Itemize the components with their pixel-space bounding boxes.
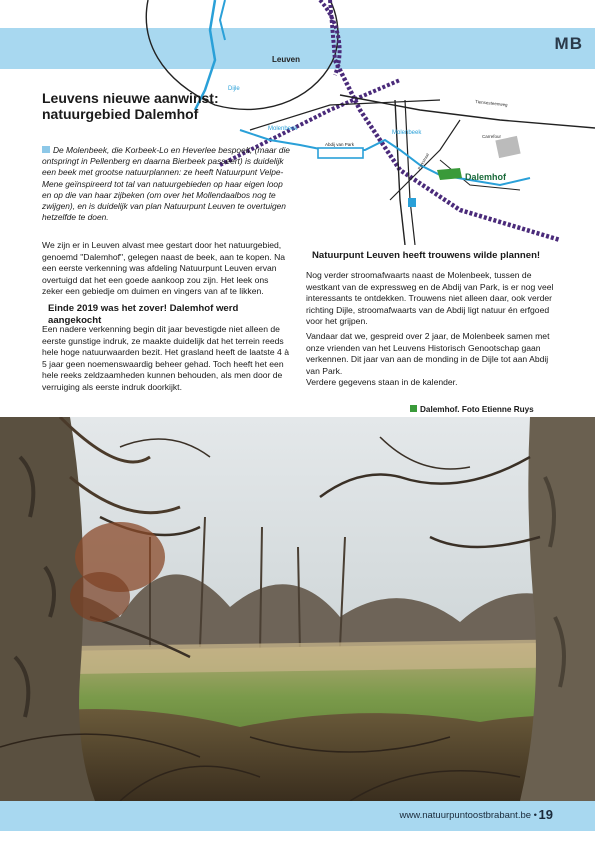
- subheading-2: Natuurpunt Leuven heeft trouwens wilde plannen!: [312, 250, 541, 261]
- paragraph-3: Nog verder stroomafwaarts naast de Molenbeek, tussen de westkant van de expressweg en de Abdij van Park, is er nog veel interessants te ontdekken. Trouwens niet alleen daar, ook verder richting Dijle, stroomafwaarts van de Abdij ligt natuur én erfgoed voor het grijpen.: [306, 270, 554, 327]
- paragraph-4: Vandaar dat we, gespreid over 2 jaar, de Molenbeek samen met onze vrienden van het Leuvens Historisch Genootschap gaan verkennen. Dit jaar van aan de monding in de Dijle tot aan Abdij van Park.: [306, 331, 550, 376]
- subheading-1: Einde 2019 was het zover! Dalemhof werd aangekocht: [48, 303, 239, 326]
- paragraph-4-block: [306, 331, 558, 389]
- footer-bullet: •: [533, 810, 537, 821]
- map-label-dijle: Dijle: [228, 86, 240, 92]
- paragraph-2: Een nadere verkenning begin dit jaar bevestigde niet alleen de eerste gunstige indruk, ze maakte duidelijk dat het terrein reeds hele hoge natuurwaarden bezit. Het grasland heeft de laatste 4 à 5 jaar geen noemenswaardig beheer gehad. Toch heeft het een hele reeks zeldzaamheden kunnen behouden, als men door de verruiging als eerste indruk doorkijkt.: [42, 324, 290, 392]
- expressway-2: [405, 100, 415, 245]
- photo-caption: [410, 405, 534, 414]
- map-label-abdij: Abdij van Park: [325, 142, 355, 147]
- dijle-river-branch: [220, 0, 225, 40]
- abbey-pond: [318, 148, 363, 158]
- paragraph-1: We zijn er in Leuven alvast mee gestart door het natuurgebied, genoemd "Dalemhof", gelegen naast de beek, aan te kopen. Na een eerste verkenning was afdeling Natuurpunt Leuven ervan overtuigd dat het een goede aankoop zou zijn. Het leek ons zeker een gebiedje om duimen en vingers van af te likken.: [42, 240, 286, 297]
- footer-url-text[interactable]: www.natuurpuntoostbrabant.be: [399, 810, 532, 821]
- dalemhof-photo: [0, 417, 595, 801]
- rail-line-2: [335, 60, 560, 240]
- map-label-dalemhof: Dalemhof: [465, 172, 507, 182]
- intro-square-icon: [42, 146, 50, 153]
- carrefour-building: [495, 136, 520, 158]
- caption-text: Dalemhof. Foto Etienne Ruys: [420, 405, 534, 414]
- dalemhof-area: [437, 168, 462, 180]
- footer-url[interactable]: [400, 810, 537, 821]
- page-number: 19: [538, 807, 553, 822]
- caption-square-icon: [410, 405, 417, 412]
- intro-text: De Molenbeek, die Korbeek-Lo en Heverlee bespoelt, (maar die ontspringt in Pellenberg en daarna Bierbeek passeert) is duidelijk een beek met grootse natuurplannen: ze heeft Natuurpunt Velpe-Mene geïnspireerd tot tal van natuurgebieden op haar eigen loop en op die van haar zijbeken (om over het Mollendaalbos nog te zwijgen), en is duidelijk van plan Natuurpunt Leuven te overtuigen hetzelfde te doen.: [42, 145, 290, 223]
- map-label-parkstraat: Parkstraat: [416, 152, 430, 171]
- article-title: Leuvens nieuwe aanwinst: natuurgebied Dalemhof: [42, 90, 219, 122]
- map-label-leuven: Leuven: [272, 55, 301, 64]
- tiensesteenweg-road: [340, 95, 595, 128]
- map-label-tiensesteenweg: Tiensesteenweg: [474, 99, 508, 108]
- map-label-molenbeek-2: Molenbeek: [392, 130, 422, 136]
- pond-small: [408, 198, 416, 207]
- section-code: MB: [554, 34, 583, 53]
- map-label-molenbeek-1: Molenbeek: [268, 126, 298, 132]
- paragraph-5: Verdere gegevens staan in de kalender.: [306, 377, 458, 388]
- map-label-carrefour: Carrefour: [482, 134, 502, 139]
- intro-paragraph: [42, 145, 290, 223]
